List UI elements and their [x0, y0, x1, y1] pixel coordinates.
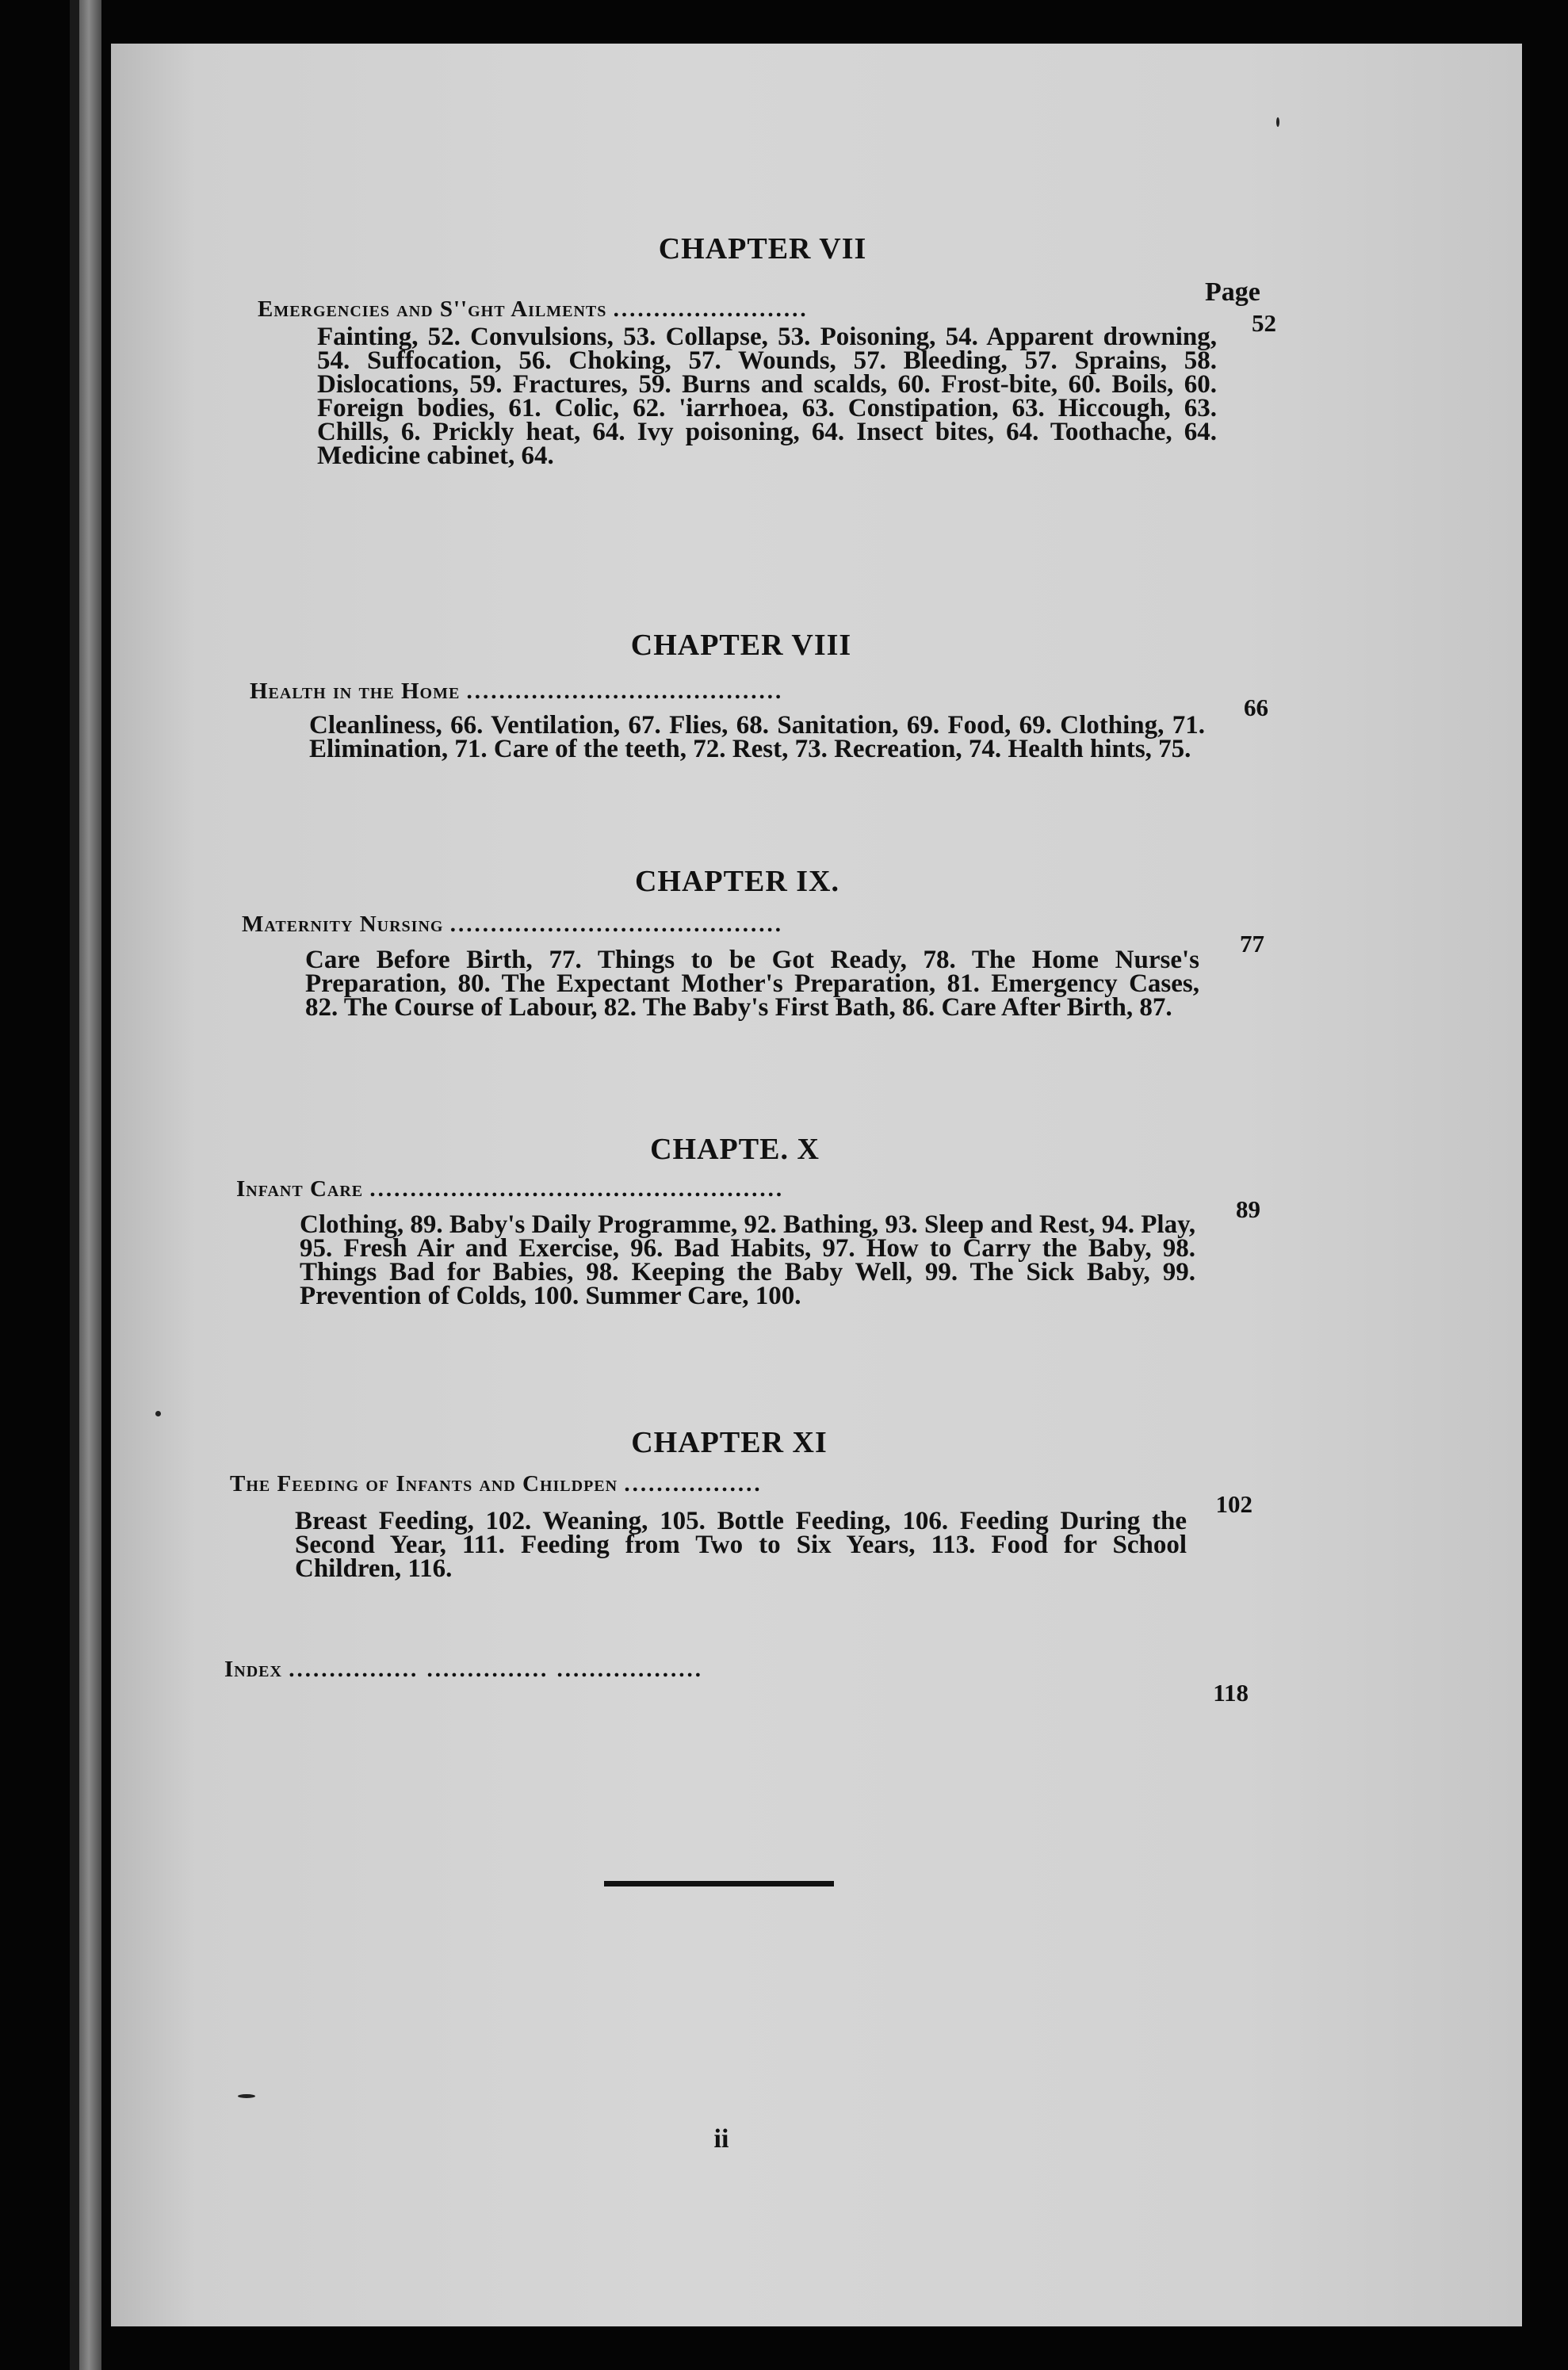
- chapter-title-text: Health in the Home: [250, 679, 461, 704]
- chapter-title-text: Infant Care: [236, 1176, 364, 1202]
- chapter-topics: Cleanliness, 66. Ventilation, 67. Flies, 68. Sanitation, 69. Food, 69. Clothing, 71. Elimination, 71. Care of the teeth, 72. Rest, 73. Recreation, 74. Health hints, 75.: [309, 711, 1205, 763]
- leader-dots: .................: [624, 1471, 763, 1497]
- page-column-label: Page: [1205, 277, 1260, 307]
- chapter-topics: Fainting, 52. Convulsions, 53. Collapse, 53. Poisoning, 54. Apparent drowning, 54. Suffocation, 56. Choking, 57. Wounds, 57. Bleeding, 57. Sprains, 58. Dislocations, 59. Fractures, 59. Burns and scalds, 60. Frost-bite, 60. Boils, 60. Foreign bodies, 61. Colic, 62. 'iarrhoea, 63. Constipation, 63. Hiccough, 63. Chills, 6. Prickly heat, 64. Ivy poisoning, 64. Insect bites, 64. Toothache, 64. Medicine cabinet, 64.: [317, 323, 1217, 470]
- leader-dots: .........................................: [449, 912, 783, 937]
- leader-dots: ........................: [613, 296, 809, 322]
- chapter-topics: Breast Feeding, 102. Weaning, 105. Bottle Feeding, 106. Feeding During the Second Year, 111. Feeding from Two to Six Years, 113. Food for School Children, 116.: [295, 1507, 1187, 1583]
- chapter-heading: CHAPTER IX.: [634, 865, 840, 898]
- ink-speck: [238, 2094, 255, 2098]
- index-entry: [224, 1657, 703, 1683]
- index-page-number: 118: [1213, 1679, 1249, 1707]
- ink-speck: [1276, 117, 1279, 127]
- chapter-title: [242, 912, 783, 938]
- chapter-page-number: 77: [1240, 930, 1264, 958]
- leader-dots: .......................................: [466, 679, 784, 704]
- chapter-page-number: 102: [1215, 1490, 1252, 1518]
- chapter-heading: CHAPTE. X: [650, 1133, 820, 1166]
- ornamental-rule: [604, 1881, 834, 1886]
- chapter-heading: CHAPTER XI: [631, 1426, 828, 1459]
- chapter-topics: Care Before Birth, 77. Things to be Got Ready, 78. The Home Nurse's Preparation, 80. The Expectant Mother's Preparation, 81. Emergency Cases, 82. The Course of Labour, 82. The Baby's First Bath, 86. Care After Birth, 87.: [305, 946, 1199, 1022]
- chapter-title: [230, 1471, 763, 1497]
- chapter-page-number: 52: [1252, 309, 1276, 337]
- chapter-page-number: 66: [1244, 694, 1268, 721]
- leader-dots: ................ ............... ..................: [289, 1657, 703, 1682]
- chapter-title-text: Emergencies and S''ght Ailments: [258, 296, 607, 322]
- chapter-title: [258, 296, 809, 323]
- chapter-heading: CHAPTER VII: [658, 232, 867, 266]
- page-folio: ii: [713, 2124, 729, 2154]
- leader-dots: ...................................................: [369, 1176, 785, 1202]
- chapter-title: [250, 679, 783, 705]
- chapter-title: [236, 1176, 784, 1202]
- chapter-title-text: The Feeding of Infants and Childpen: [230, 1471, 618, 1497]
- index-title: Index: [224, 1657, 282, 1682]
- chapter-page-number: 89: [1236, 1195, 1260, 1223]
- chapter-topics: Clothing, 89. Baby's Daily Programme, 92. Bathing, 93. Sleep and Rest, 94. Play, 95. Fresh Air and Exercise, 96. Bad Habits, 97. How to Carry the Baby, 98. Things Bad for Babies, 98. Keeping the Baby Well, 99. The Sick Baby, 99. Prevention of Colds, 100. Summer Care, 100.: [300, 1210, 1195, 1310]
- chapter-title-text: Maternity Nursing: [242, 912, 444, 937]
- chapter-heading: CHAPTER VIII: [630, 629, 852, 662]
- ink-speck: [155, 1411, 161, 1416]
